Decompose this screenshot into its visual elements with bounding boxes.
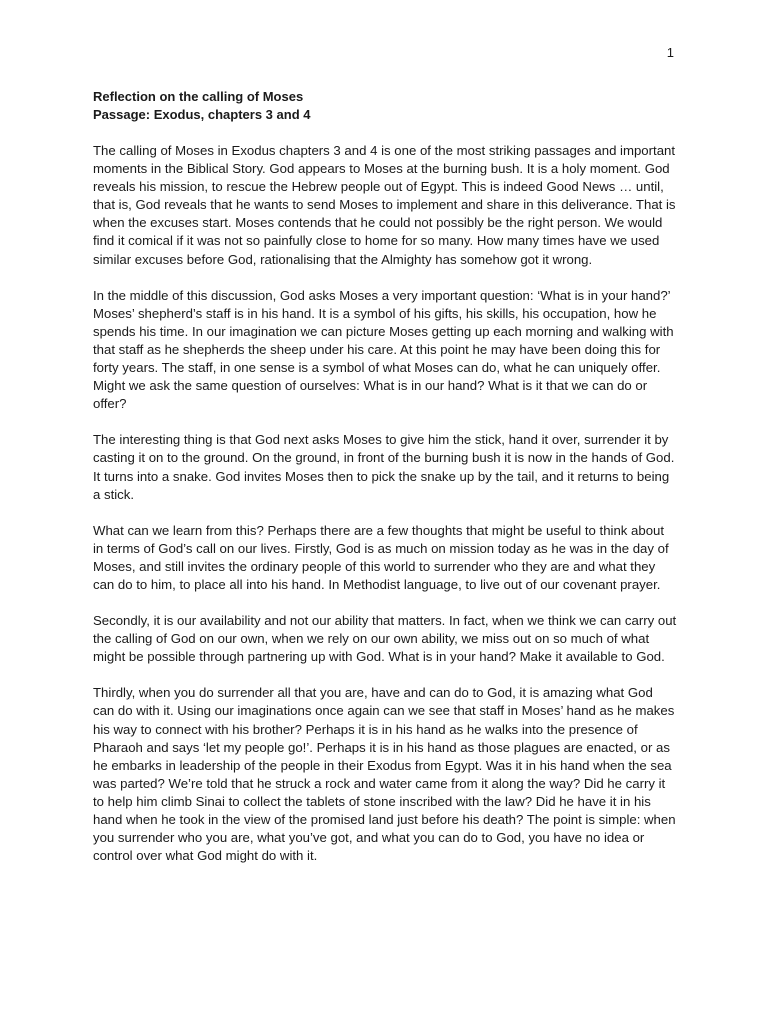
paragraph-6: Thirdly, when you do surrender all that you are, have and can do to God, it is amazing what God can do with it. Using our imaginations once again can we see that staff in Moses’ hand as he makes his way to connect with his brother? Perhaps it is in his hand as he walks into the presence of Pharaoh and says ‘let my people go!’. Perhaps it is in his hand as those plagues are enacted, or as he embarks in leadership of the people in their Exodus from Egypt. Was it in his hand when the sea was parted? We’re told that he struck a rock and water came from it along the way? Did he carry it to help him climb Sinai to collect the tablets of stone inscribed with the law? Did he have it in his hand when he took in the view of the promised land just before his death? The point is simple: when you surrender who you are, what you’ve got, and what you can do to God, you have no idea or control over what God might do with it. xyxy=(93,685,676,864)
passage-reference: Passage: Exodus, chapters 3 and 4 xyxy=(93,107,311,122)
page-number: 1 xyxy=(666,45,674,60)
paragraph-2: In the middle of this discussion, God asks Moses a very important question: ‘What is in your hand?’ Moses’ shepherd’s staff is in his hand. It is a symbol of his gifts, his skills, his occupation, how he spends his time. In our imagination we can picture Moses getting up each morning and walking with that staff as he shepherds the sheep under his care. At this point he may have been doing this for forty years. The staff, in one sense is a symbol of what Moses can do, what he can uniquely offer. Might we ask the same question of ourselves: What is in our hand? What is it that we can do or offer? xyxy=(93,287,674,412)
paragraph-5: Secondly, it is our availability and not our ability that matters. In fact, when we think we can carry out the calling of God on our own, when we rely on our own ability, we miss out on so much of what might be possible through partnering up with God. What is in your hand? Make it available to God. xyxy=(93,613,677,665)
paragraph-4: What can we learn from this? Perhaps there are a few thoughts that might be useful to think about in terms of God’s call on our lives. Firstly, God is as much on mission today as he was in the day of Moses, and still invites the ordinary people of this world to surrender who they are and what they can do to him, to place all into his hand. In Methodist language, to live out of our covenant prayer. xyxy=(93,522,669,592)
document-title: Reflection on the calling of Moses xyxy=(93,89,304,104)
paragraph-3: The interesting thing is that God next asks Moses to give him the stick, hand it over, surrender it by casting it on to the ground. On the ground, in front of the burning bush it is now in the hands of God. It turns into a snake. God invites Moses then to pick the snake up by the tail, and it returns to being a stick. xyxy=(93,432,675,502)
document-body xyxy=(93,88,677,883)
paragraph-1: The calling of Moses in Exodus chapters 3 and 4 is one of the most striking passages and important moments in the Biblical Story. God appears to Moses at the burning bush. It is a holy moment. God reveals his mission, to rescue the Hebrew people out of Egypt. This is indeed Good News … until, that is, God reveals that he wants to send Moses to implement and share in this deliverance. That is when the excuses start. Moses contends that he could not possibly be the right person. We would find it comical if it was not so painfully close to home for so many. How many times have we used similar excuses before God, rationalising that the Almighty has somehow got it wrong. xyxy=(93,143,676,267)
